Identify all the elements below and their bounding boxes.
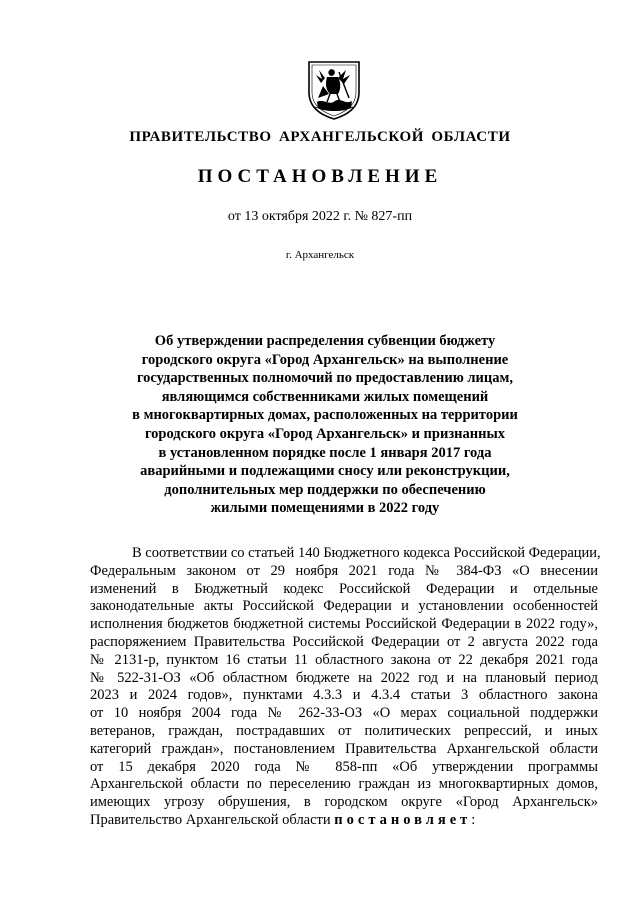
body-line: изменений в Бюджетный кодекс Российской Федерации и отдельные — [90, 580, 598, 597]
city-name: г. Архангельск — [285, 249, 355, 261]
title-line: государственных полномочий по предоставлению лицам, — [136, 370, 514, 387]
body-line: № 2131-р, пунктом 16 статьи 11 областного закона от 22 декабря 2021 года — [90, 651, 598, 668]
body-line: распоряжением Правительства Российской Федерации от 2 августа 2022 года — [90, 633, 598, 650]
title-line: в установленном порядке после 1 января 2017 года — [158, 444, 492, 461]
body-line: ветеранов, граждан, пострадавших от политических репрессий, и иных — [90, 722, 598, 739]
title-line: являющимся собственниками жилых помещений — [161, 388, 489, 405]
title-line: в многоквартирных домах, расположенных на территории — [132, 407, 518, 424]
date-and-number: от 13 октября 2022 г. № 827-пп — [227, 209, 413, 224]
body-line: законодательные акты Российской Федерации и установлении особенностей — [90, 598, 598, 615]
title-line: жилыми помещениями в 2022 году — [210, 500, 440, 517]
body-line: от 15 декабря 2020 года № 858-пп «Об утверждении программы — [90, 758, 598, 775]
resolves-keyword: постановляет — [334, 811, 472, 828]
body-line-text: Правительство Архангельской области — [90, 811, 335, 828]
authority-name: ПРАВИТЕЛЬСТВО АРХАНГЕЛЬСКОЙ ОБЛАСТИ — [129, 129, 511, 145]
title-line: Об утверждении распределения субвенции бюджету — [154, 333, 496, 349]
document-title — [120, 332, 530, 518]
body-line: от 10 ноября 2004 года № 262-33-ОЗ «О мерах социальной поддержки — [90, 705, 598, 722]
body-line: категорий граждан», постановлением Правительства Архангельской области — [90, 740, 598, 757]
body-line-suffix: : — [471, 811, 476, 828]
body-line-final — [90, 812, 598, 830]
body-line: В соответствии со статьей 140 Бюджетного кодекса Российской Федерации, — [132, 545, 601, 561]
body-line: 2023 и 2024 годов», пунктами 4.3.3 и 4.3.4 статьи 3 областного закона — [90, 687, 598, 704]
document-type: ПОСТАНОВЛЕНИЕ — [197, 166, 443, 187]
coat-of-arms-icon — [305, 58, 363, 120]
body-line: имеющих угрозу обрушения, в городском округе «Город Архангельск» — [90, 794, 598, 811]
title-line: дополнительных мер поддержки по обеспечению — [164, 481, 486, 498]
body-line: Федеральным законом от 29 ноября 2021 года № 384-ФЗ «О внесении — [90, 562, 598, 579]
body-line: Архангельской области по переселению граждан из многоквартирных домов, — [90, 776, 598, 793]
body-line: № 522-31-ОЗ «Об областном бюджете на 2022 год и на плановый период — [90, 669, 598, 686]
title-line: городского округа «Город Архангельск» на выполнение — [141, 351, 509, 368]
body-line: исполнения бюджетов бюджетной системы Российской Федерации в 2022 году», — [90, 616, 598, 633]
title-line: городского округа «Город Архангельск» и признанных — [144, 425, 506, 442]
preamble-paragraph — [90, 545, 601, 830]
title-line: аварийными и подлежащими сносу или реконструкции, — [140, 463, 510, 480]
